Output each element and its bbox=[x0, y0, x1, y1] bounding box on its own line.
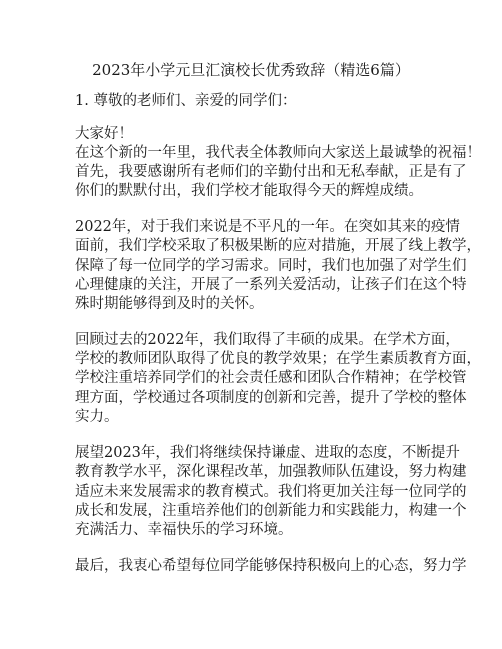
paragraph-4-line-3: 适应未来发展需求的教育模式。我们将更加关注每一位同学的 bbox=[75, 484, 467, 500]
paragraph-2-line-2: 面前，我们学校采取了积极果断的应对措施，开展了线上教学， bbox=[75, 238, 481, 254]
paragraph-3-line-3: 学校注重培养同学们的社会责任感和团队合作精神；在学校管 bbox=[75, 370, 467, 386]
section-heading: 1. 尊敬的老师们、亲爱的同学们： bbox=[75, 93, 297, 109]
paragraph-1-line-3: 首先，我要感谢所有老师们的辛勤付出和无私奉献，正是有了 bbox=[75, 164, 467, 180]
paragraph-2-line-4: 心理健康的关注，开展了一系列关爱活动，让孩子们在这个特 bbox=[75, 277, 467, 293]
paragraph-3-line-2: 学校的教师团队取得了优良的教学效果；在学生素质教育方面， bbox=[75, 351, 481, 367]
paragraph-4-line-5: 充满活力、幸福快乐的学习环境。 bbox=[75, 522, 293, 538]
document-title: 2023年小学元旦汇演校长优秀致辞（精选6篇） bbox=[92, 61, 410, 79]
paragraph-4-line-1: 展望2023年，我们将继续保持谦虚、进取的态度，不断提升 bbox=[75, 445, 460, 461]
paragraph-1-line-2: 在这个新的一年里，我代表全体教师向大家送上最诚挚的祝福！ bbox=[75, 145, 481, 161]
paragraph-1-line-1: 大家好！ bbox=[75, 126, 133, 142]
paragraph-2-line-5: 殊时期能够得到及时的关怀。 bbox=[75, 296, 264, 312]
paragraph-2-line-3: 保障了每一位同学的学习需求。同时，我们也加强了对学生们 bbox=[75, 258, 467, 274]
paragraph-5-line-1: 最后，我衷心希望每位同学能够保持积极向上的心态，努力学 bbox=[75, 558, 467, 574]
paragraph-3-line-5: 实力。 bbox=[75, 409, 119, 425]
paragraph-3-line-4: 理方面，学校通过各项制度的创新和完善，提升了学校的整体 bbox=[75, 390, 467, 406]
paragraph-3-line-1: 回顾过去的2022年，我们取得了丰硕的成果。在学术方面， bbox=[75, 332, 460, 348]
paragraph-4-line-2: 教育教学水平，深化课程改革，加强教师队伍建设，努力构建 bbox=[75, 464, 467, 480]
paragraph-1-line-4: 你们的默默付出，我们学校才能取得今天的辉煌成绩。 bbox=[75, 183, 423, 199]
paragraph-4-line-4: 成长和发展，注重培养他们的创新能力和实践能力，构建一个 bbox=[75, 503, 467, 519]
paragraph-2-line-1: 2022年，对于我们来说是不平凡的一年。在突如其来的疫情 bbox=[75, 219, 460, 235]
